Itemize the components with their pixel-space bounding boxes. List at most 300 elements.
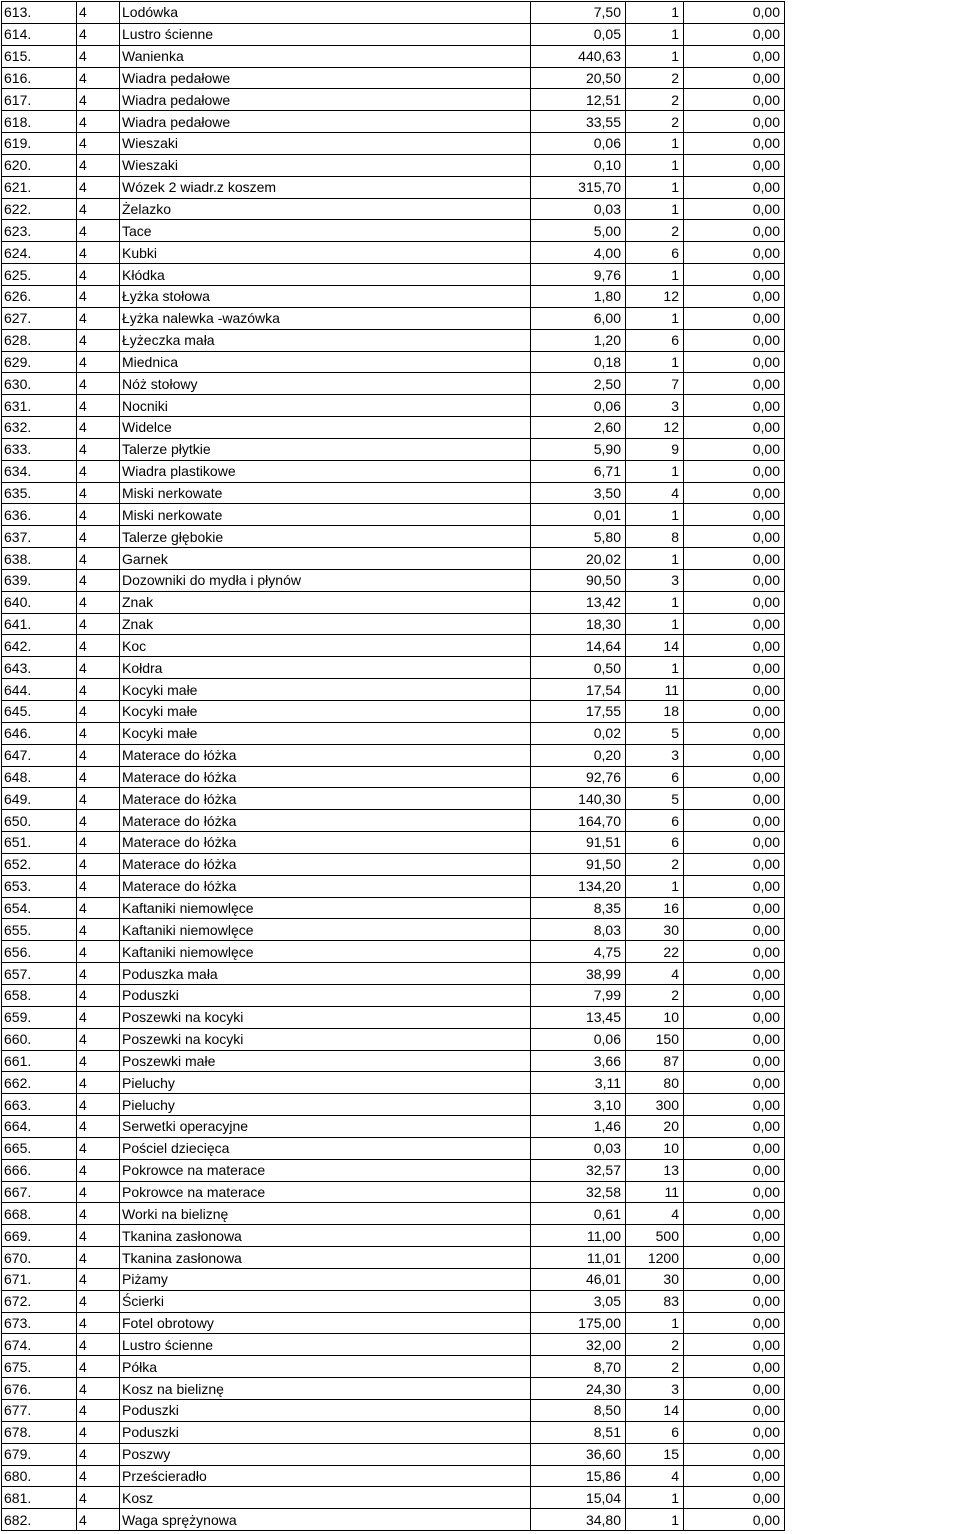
value-cell: 20,50: [531, 67, 626, 89]
item-name-cell: Materace do łóżka: [120, 788, 531, 810]
value-cell: 13,45: [531, 1006, 626, 1028]
value-cell: 164,70: [531, 810, 626, 832]
group-cell: 4: [77, 2, 120, 24]
group-cell: 4: [77, 1487, 120, 1509]
quantity-cell: 30: [626, 919, 684, 941]
item-name-cell: Tace: [120, 220, 531, 242]
group-cell: 4: [77, 395, 120, 417]
amount-cell: 0,00: [684, 875, 785, 897]
item-name-cell: Poduszki: [120, 984, 531, 1006]
table-row: [2, 1465, 785, 1487]
value-cell: 17,55: [531, 701, 626, 723]
value-cell: 18,30: [531, 613, 626, 635]
table-row: [2, 176, 785, 198]
table-row: [2, 1028, 785, 1050]
table-row: [2, 744, 785, 766]
item-name-cell: Kołdra: [120, 657, 531, 679]
amount-cell: 0,00: [684, 897, 785, 919]
row-number-cell: 665.: [2, 1137, 77, 1159]
row-number-cell: 678.: [2, 1421, 77, 1443]
value-cell: 5,90: [531, 438, 626, 460]
value-cell: 140,30: [531, 788, 626, 810]
quantity-cell: 13: [626, 1159, 684, 1181]
quantity-cell: 2: [626, 67, 684, 89]
table-row: [2, 591, 785, 613]
amount-cell: 0,00: [684, 1050, 785, 1072]
row-number-cell: 633.: [2, 438, 77, 460]
row-number-cell: 629.: [2, 351, 77, 373]
table-row: [2, 395, 785, 417]
row-number-cell: 627.: [2, 307, 77, 329]
group-cell: 4: [77, 1268, 120, 1290]
row-number-cell: 657.: [2, 963, 77, 985]
item-name-cell: Worki na bieliznę: [120, 1203, 531, 1225]
table-row: [2, 875, 785, 897]
table-row: [2, 853, 785, 875]
row-number-cell: 635.: [2, 482, 77, 504]
quantity-cell: 1: [626, 591, 684, 613]
value-cell: 3,50: [531, 482, 626, 504]
quantity-cell: 9: [626, 438, 684, 460]
quantity-cell: 1: [626, 198, 684, 220]
amount-cell: 0,00: [684, 45, 785, 67]
quantity-cell: 12: [626, 285, 684, 307]
item-name-cell: Kosz: [120, 1487, 531, 1509]
row-number-cell: 634.: [2, 460, 77, 482]
value-cell: 6,00: [531, 307, 626, 329]
quantity-cell: 3: [626, 395, 684, 417]
item-name-cell: Wieszaki: [120, 133, 531, 155]
table-row: [2, 482, 785, 504]
group-cell: 4: [77, 657, 120, 679]
quantity-cell: 3: [626, 744, 684, 766]
table-row: [2, 1378, 785, 1400]
group-cell: 4: [77, 1181, 120, 1203]
value-cell: 0,06: [531, 395, 626, 417]
group-cell: 4: [77, 482, 120, 504]
value-cell: 5,00: [531, 220, 626, 242]
amount-cell: 0,00: [684, 329, 785, 351]
group-cell: 4: [77, 373, 120, 395]
item-name-cell: Kocyki małe: [120, 722, 531, 744]
quantity-cell: 4: [626, 963, 684, 985]
table-row: [2, 460, 785, 482]
value-cell: 7,50: [531, 2, 626, 24]
amount-cell: 0,00: [684, 679, 785, 701]
group-cell: 4: [77, 788, 120, 810]
item-name-cell: Lodówka: [120, 2, 531, 24]
item-name-cell: Garnek: [120, 548, 531, 570]
quantity-cell: 3: [626, 1378, 684, 1400]
quantity-cell: 2: [626, 1334, 684, 1356]
value-cell: 6,71: [531, 460, 626, 482]
amount-cell: 0,00: [684, 1400, 785, 1422]
item-name-cell: Pościel dziecięca: [120, 1137, 531, 1159]
row-number-cell: 650.: [2, 810, 77, 832]
item-name-cell: Poszewki małe: [120, 1050, 531, 1072]
item-name-cell: Kocyki małe: [120, 701, 531, 723]
amount-cell: 0,00: [684, 2, 785, 24]
amount-cell: 0,00: [684, 1203, 785, 1225]
item-name-cell: Łyżeczka mała: [120, 329, 531, 351]
item-name-cell: Poduszka mała: [120, 963, 531, 985]
quantity-cell: 1200: [626, 1247, 684, 1269]
group-cell: 4: [77, 1028, 120, 1050]
group-cell: 4: [77, 460, 120, 482]
row-number-cell: 637.: [2, 526, 77, 548]
value-cell: 0,10: [531, 154, 626, 176]
item-name-cell: Tkanina zasłonowa: [120, 1247, 531, 1269]
item-name-cell: Nóż stołowy: [120, 373, 531, 395]
amount-cell: 0,00: [684, 176, 785, 198]
value-cell: 38,99: [531, 963, 626, 985]
quantity-cell: 18: [626, 701, 684, 723]
quantity-cell: 1: [626, 154, 684, 176]
value-cell: 0,03: [531, 198, 626, 220]
table-row: [2, 1268, 785, 1290]
amount-cell: 0,00: [684, 548, 785, 570]
quantity-cell: 20: [626, 1116, 684, 1138]
group-cell: 4: [77, 941, 120, 963]
table-row: [2, 569, 785, 591]
value-cell: 175,00: [531, 1312, 626, 1334]
value-cell: 36,60: [531, 1443, 626, 1465]
table-row: [2, 23, 785, 45]
quantity-cell: 1: [626, 1312, 684, 1334]
row-number-cell: 676.: [2, 1378, 77, 1400]
table-row: [2, 1203, 785, 1225]
row-number-cell: 648.: [2, 766, 77, 788]
quantity-cell: 1: [626, 307, 684, 329]
value-cell: 0,50: [531, 657, 626, 679]
value-cell: 11,00: [531, 1225, 626, 1247]
group-cell: 4: [77, 111, 120, 133]
item-name-cell: Nocniki: [120, 395, 531, 417]
item-name-cell: Kosz na bieliznę: [120, 1378, 531, 1400]
table-row: [2, 67, 785, 89]
amount-cell: 0,00: [684, 657, 785, 679]
group-cell: 4: [77, 853, 120, 875]
value-cell: 90,50: [531, 569, 626, 591]
inventory-table: [1, 1, 785, 1531]
item-name-cell: Tkanina zasłonowa: [120, 1225, 531, 1247]
amount-cell: 0,00: [684, 941, 785, 963]
value-cell: 0,61: [531, 1203, 626, 1225]
item-name-cell: Talerze głębokie: [120, 526, 531, 548]
amount-cell: 0,00: [684, 1509, 785, 1531]
row-number-cell: 632.: [2, 417, 77, 439]
value-cell: 32,00: [531, 1334, 626, 1356]
item-name-cell: Pokrowce na materace: [120, 1181, 531, 1203]
row-number-cell: 672.: [2, 1290, 77, 1312]
amount-cell: 0,00: [684, 591, 785, 613]
quantity-cell: 2: [626, 89, 684, 111]
amount-cell: 0,00: [684, 307, 785, 329]
quantity-cell: 500: [626, 1225, 684, 1247]
inventory-table-body: [2, 2, 785, 1531]
table-row: [2, 45, 785, 67]
quantity-cell: 12: [626, 417, 684, 439]
table-row: [2, 548, 785, 570]
group-cell: 4: [77, 133, 120, 155]
group-cell: 4: [77, 1312, 120, 1334]
row-number-cell: 641.: [2, 613, 77, 635]
amount-cell: 0,00: [684, 1334, 785, 1356]
row-number-cell: 623.: [2, 220, 77, 242]
quantity-cell: 11: [626, 679, 684, 701]
row-number-cell: 661.: [2, 1050, 77, 1072]
group-cell: 4: [77, 198, 120, 220]
table-row: [2, 963, 785, 985]
value-cell: 92,76: [531, 766, 626, 788]
group-cell: 4: [77, 984, 120, 1006]
amount-cell: 0,00: [684, 1312, 785, 1334]
amount-cell: 0,00: [684, 1268, 785, 1290]
item-name-cell: Poszwy: [120, 1443, 531, 1465]
table-row: [2, 984, 785, 1006]
value-cell: 8,03: [531, 919, 626, 941]
item-name-cell: Materace do łóżka: [120, 810, 531, 832]
table-row: [2, 1509, 785, 1531]
item-name-cell: Znak: [120, 613, 531, 635]
value-cell: 1,80: [531, 285, 626, 307]
table-row: [2, 1421, 785, 1443]
row-number-cell: 671.: [2, 1268, 77, 1290]
value-cell: 3,66: [531, 1050, 626, 1072]
table-row: [2, 198, 785, 220]
table-row: [2, 1290, 785, 1312]
item-name-cell: Wieszaki: [120, 154, 531, 176]
item-name-cell: Materace do łóżka: [120, 766, 531, 788]
row-number-cell: 626.: [2, 285, 77, 307]
row-number-cell: 681.: [2, 1487, 77, 1509]
value-cell: 1,46: [531, 1116, 626, 1138]
quantity-cell: 5: [626, 788, 684, 810]
item-name-cell: Materace do łóżka: [120, 853, 531, 875]
quantity-cell: 1: [626, 176, 684, 198]
item-name-cell: Półka: [120, 1356, 531, 1378]
group-cell: 4: [77, 176, 120, 198]
value-cell: 17,54: [531, 679, 626, 701]
amount-cell: 0,00: [684, 395, 785, 417]
item-name-cell: Kocyki małe: [120, 679, 531, 701]
row-number-cell: 651.: [2, 832, 77, 854]
row-number-cell: 670.: [2, 1247, 77, 1269]
amount-cell: 0,00: [684, 133, 785, 155]
amount-cell: 0,00: [684, 1116, 785, 1138]
value-cell: 0,06: [531, 1028, 626, 1050]
amount-cell: 0,00: [684, 23, 785, 45]
row-number-cell: 647.: [2, 744, 77, 766]
table-row: [2, 438, 785, 460]
quantity-cell: 16: [626, 897, 684, 919]
table-row: [2, 832, 785, 854]
row-number-cell: 669.: [2, 1225, 77, 1247]
group-cell: 4: [77, 1421, 120, 1443]
quantity-cell: 1: [626, 548, 684, 570]
group-cell: 4: [77, 351, 120, 373]
quantity-cell: 1: [626, 657, 684, 679]
amount-cell: 0,00: [684, 1378, 785, 1400]
amount-cell: 0,00: [684, 919, 785, 941]
group-cell: 4: [77, 548, 120, 570]
row-number-cell: 658.: [2, 984, 77, 1006]
row-number-cell: 682.: [2, 1509, 77, 1531]
row-number-cell: 644.: [2, 679, 77, 701]
value-cell: 12,51: [531, 89, 626, 111]
value-cell: 7,99: [531, 984, 626, 1006]
table-row: [2, 1116, 785, 1138]
group-cell: 4: [77, 897, 120, 919]
group-cell: 4: [77, 154, 120, 176]
row-number-cell: 615.: [2, 45, 77, 67]
value-cell: 440,63: [531, 45, 626, 67]
item-name-cell: Wiadra pedałowe: [120, 111, 531, 133]
table-row: [2, 111, 785, 133]
table-row: [2, 526, 785, 548]
table-row: [2, 220, 785, 242]
amount-cell: 0,00: [684, 264, 785, 286]
group-cell: 4: [77, 744, 120, 766]
table-row: [2, 679, 785, 701]
item-name-cell: Wiadra pedałowe: [120, 67, 531, 89]
amount-cell: 0,00: [684, 1072, 785, 1094]
value-cell: 5,80: [531, 526, 626, 548]
item-name-cell: Poszewki na kocyki: [120, 1006, 531, 1028]
row-number-cell: 617.: [2, 89, 77, 111]
value-cell: 3,10: [531, 1094, 626, 1116]
value-cell: 3,11: [531, 1072, 626, 1094]
table-row: [2, 2, 785, 24]
amount-cell: 0,00: [684, 1421, 785, 1443]
amount-cell: 0,00: [684, 460, 785, 482]
table-row: [2, 1356, 785, 1378]
group-cell: 4: [77, 307, 120, 329]
quantity-cell: 6: [626, 1421, 684, 1443]
row-number-cell: 628.: [2, 329, 77, 351]
group-cell: 4: [77, 1509, 120, 1531]
quantity-cell: 1: [626, 460, 684, 482]
item-name-cell: Wiadra pedałowe: [120, 89, 531, 111]
group-cell: 4: [77, 1465, 120, 1487]
table-row: [2, 89, 785, 111]
item-name-cell: Poduszki: [120, 1421, 531, 1443]
item-name-cell: Kaftaniki niemowlęce: [120, 919, 531, 941]
table-row: [2, 264, 785, 286]
quantity-cell: 6: [626, 766, 684, 788]
table-row: [2, 1050, 785, 1072]
table-row: [2, 1094, 785, 1116]
row-number-cell: 673.: [2, 1312, 77, 1334]
table-row: [2, 373, 785, 395]
value-cell: 0,03: [531, 1137, 626, 1159]
row-number-cell: 640.: [2, 591, 77, 613]
quantity-cell: 6: [626, 832, 684, 854]
group-cell: 4: [77, 1203, 120, 1225]
row-number-cell: 636.: [2, 504, 77, 526]
group-cell: 4: [77, 701, 120, 723]
amount-cell: 0,00: [684, 482, 785, 504]
value-cell: 34,80: [531, 1509, 626, 1531]
quantity-cell: 1: [626, 1509, 684, 1531]
table-row: [2, 613, 785, 635]
amount-cell: 0,00: [684, 1137, 785, 1159]
row-number-cell: 642.: [2, 635, 77, 657]
amount-cell: 0,00: [684, 984, 785, 1006]
amount-cell: 0,00: [684, 67, 785, 89]
quantity-cell: 150: [626, 1028, 684, 1050]
table-row: [2, 351, 785, 373]
row-number-cell: 646.: [2, 722, 77, 744]
value-cell: 32,58: [531, 1181, 626, 1203]
item-name-cell: Wózek 2 wiadr.z koszem: [120, 176, 531, 198]
quantity-cell: 1: [626, 133, 684, 155]
group-cell: 4: [77, 504, 120, 526]
group-cell: 4: [77, 591, 120, 613]
quantity-cell: 10: [626, 1137, 684, 1159]
value-cell: 8,50: [531, 1400, 626, 1422]
amount-cell: 0,00: [684, 853, 785, 875]
value-cell: 4,00: [531, 242, 626, 264]
value-cell: 0,02: [531, 722, 626, 744]
value-cell: 11,01: [531, 1247, 626, 1269]
table-row: [2, 242, 785, 264]
item-name-cell: Żelazko: [120, 198, 531, 220]
group-cell: 4: [77, 526, 120, 548]
value-cell: 8,70: [531, 1356, 626, 1378]
amount-cell: 0,00: [684, 788, 785, 810]
quantity-cell: 2: [626, 1356, 684, 1378]
amount-cell: 0,00: [684, 635, 785, 657]
quantity-cell: 6: [626, 810, 684, 832]
row-number-cell: 625.: [2, 264, 77, 286]
group-cell: 4: [77, 1290, 120, 1312]
row-number-cell: 624.: [2, 242, 77, 264]
amount-cell: 0,00: [684, 417, 785, 439]
item-name-cell: Łyżka nalewka -wazówka: [120, 307, 531, 329]
item-name-cell: Prześcieradło: [120, 1465, 531, 1487]
row-number-cell: 643.: [2, 657, 77, 679]
group-cell: 4: [77, 569, 120, 591]
row-number-cell: 677.: [2, 1400, 77, 1422]
table-row: [2, 1400, 785, 1422]
value-cell: 0,01: [531, 504, 626, 526]
item-name-cell: Miednica: [120, 351, 531, 373]
row-number-cell: 675.: [2, 1356, 77, 1378]
value-cell: 0,05: [531, 23, 626, 45]
quantity-cell: 1: [626, 1487, 684, 1509]
group-cell: 4: [77, 722, 120, 744]
item-name-cell: Lustro ścienne: [120, 23, 531, 45]
value-cell: 91,50: [531, 853, 626, 875]
quantity-cell: 8: [626, 526, 684, 548]
row-number-cell: 656.: [2, 941, 77, 963]
value-cell: 3,05: [531, 1290, 626, 1312]
item-name-cell: Znak: [120, 591, 531, 613]
group-cell: 4: [77, 438, 120, 460]
row-number-cell: 638.: [2, 548, 77, 570]
amount-cell: 0,00: [684, 1290, 785, 1312]
group-cell: 4: [77, 285, 120, 307]
amount-cell: 0,00: [684, 198, 785, 220]
item-name-cell: Poszewki na kocyki: [120, 1028, 531, 1050]
group-cell: 4: [77, 1159, 120, 1181]
quantity-cell: 1: [626, 613, 684, 635]
item-name-cell: Wanienka: [120, 45, 531, 67]
value-cell: 8,51: [531, 1421, 626, 1443]
group-cell: 4: [77, 679, 120, 701]
amount-cell: 0,00: [684, 1487, 785, 1509]
